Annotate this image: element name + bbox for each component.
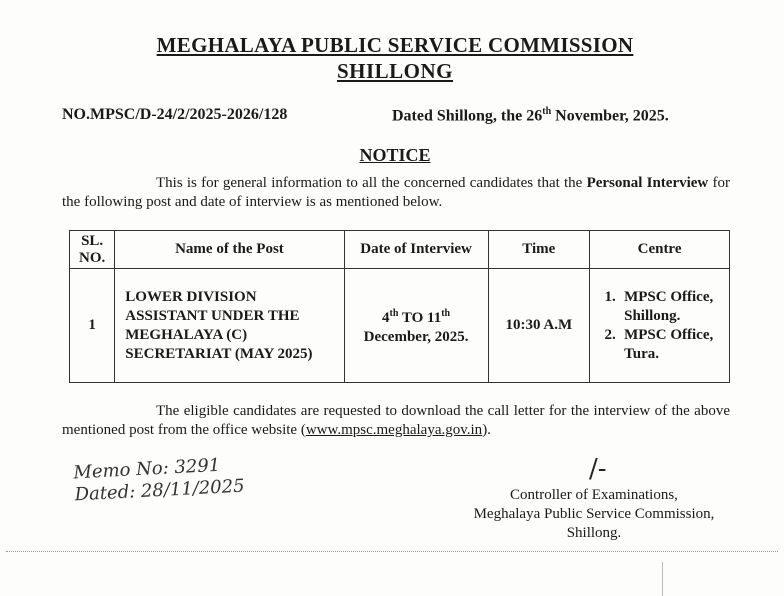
header-post-name: Name of the Post xyxy=(115,231,344,269)
signatory-organization: Meghalaya Public Service Commission, xyxy=(473,506,715,522)
header-centre: Centre xyxy=(590,231,730,269)
organization-title: MEGHALAYA PUBLIC SERVICE COMMISSION xyxy=(156,33,634,57)
memo-number: Memo No: 3291 xyxy=(72,454,221,484)
notice-heading: NOTICE xyxy=(359,145,431,165)
cell-date: 4th TO 11th December, 2025. xyxy=(344,269,488,383)
signatory-title: Controller of Examinations, xyxy=(510,487,678,503)
personal-interview-text: Personal Interview xyxy=(586,175,709,191)
footer-divider xyxy=(6,551,778,552)
signature-block xyxy=(456,486,732,543)
signature-mark: /- xyxy=(589,454,607,484)
signatory-city: Shillong. xyxy=(566,525,622,541)
website-link[interactable]: www.mpsc.meghalaya.gov.in xyxy=(305,422,483,438)
closing-paragraph: The eligible candidates are requested to download the call letter for the interview of the above mentioned post from the office website (www.mpsc.meghalaya.gov.in). xyxy=(62,403,730,438)
centre-item: 1. MPSC Office, Shillong. xyxy=(604,288,714,324)
header-time: Time xyxy=(488,231,590,269)
dated-line: Dated Shillong, the 26th November, 2025. xyxy=(392,106,669,125)
cell-post-name: LOWER DIVISION ASSISTANT UNDER THE MEGHALAYA (C) SECRETARIAT (MAY 2025) xyxy=(115,269,344,383)
cell-centre xyxy=(590,269,730,383)
city-title: SHILLONG xyxy=(336,59,454,83)
cell-sl: 1 xyxy=(70,269,115,383)
reference-number: NO.MPSC/D-24/2/2025-2026/128 xyxy=(62,106,288,123)
table-row xyxy=(70,269,730,383)
header-date-of-interview: Date of Interview xyxy=(344,231,488,269)
cell-time: 10:30 A.M xyxy=(488,269,590,383)
intro-paragraph: This is for general information to all the concerned candidates that the Personal Interview for the following post and date of interview is as mentioned below. xyxy=(62,175,730,210)
table-header-row xyxy=(70,231,730,269)
memo-date: Dated: 28/11/2025 xyxy=(74,475,246,506)
page-edge-line xyxy=(662,562,663,596)
interview-schedule-table xyxy=(69,230,730,383)
header-sl-no: SL. NO. xyxy=(70,231,115,269)
centre-item: 2. MPSC Office, Tura. xyxy=(604,326,714,362)
handwritten-memo xyxy=(73,454,245,507)
